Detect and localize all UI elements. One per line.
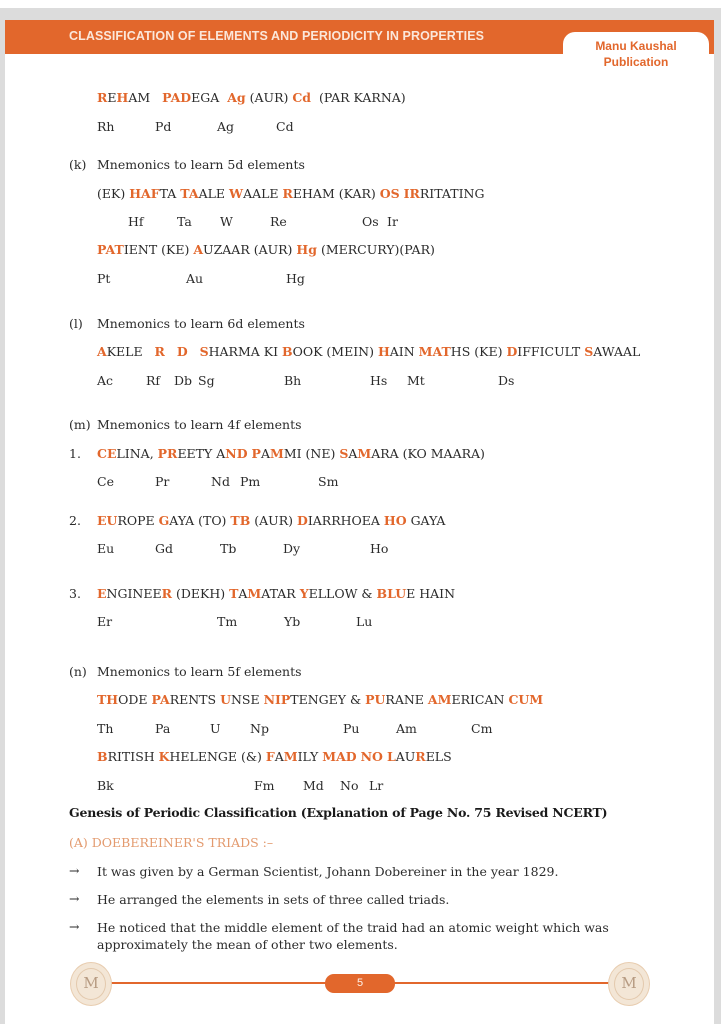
highlighted-letters: D — [176, 344, 188, 359]
highlighted-letters: W — [229, 186, 244, 201]
mnemonic-text — [188, 344, 200, 359]
mnemonic-text: AU — [395, 749, 416, 764]
mnemonic-text: MI (NE) — [283, 446, 340, 461]
mnemonic-text: E — [107, 90, 117, 105]
element-symbol: Dy — [283, 541, 301, 556]
highlighted-letters: F — [265, 749, 275, 764]
element-symbol: Mt — [407, 373, 425, 388]
element-symbol: Lu — [356, 614, 373, 629]
highlighted-letters: CUM — [508, 692, 544, 707]
mnemonic-text: AIN — [389, 344, 419, 359]
mnemonic-text: ROPE — [117, 513, 159, 528]
arrow-icon: → — [69, 891, 80, 906]
publisher-seal-icon — [70, 962, 112, 1006]
mnemonic-text: AM — [128, 90, 163, 105]
highlighted-letters: PAD — [162, 90, 192, 105]
mnemonic-line — [97, 446, 485, 461]
mnemonic-text: EETY A — [177, 446, 226, 461]
section-label: (n) — [69, 664, 87, 679]
element-symbol: Pd — [155, 119, 172, 134]
mnemonic-text: (AUR) — [245, 90, 293, 105]
highlighted-letters: T — [229, 586, 239, 601]
highlighted-letters: S — [199, 344, 209, 359]
highlighted-letters: AM — [427, 692, 452, 707]
section-title: Mnemonics to learn 5f elements — [97, 664, 302, 679]
highlighted-letters: Cd — [292, 90, 312, 105]
section-label: (m) — [69, 417, 91, 432]
element-symbol: Np — [250, 721, 269, 736]
element-symbol: Pr — [155, 474, 170, 489]
section-title: Mnemonics to learn 5d elements — [97, 157, 305, 172]
highlighted-letters: R — [161, 586, 172, 601]
mnemonic-text: AYA (TO) — [169, 513, 231, 528]
highlighted-letters: D — [506, 344, 518, 359]
mnemonic-line — [97, 90, 406, 105]
mnemonic-text: OOK (MEIN) — [292, 344, 378, 359]
section-n-heading — [69, 664, 302, 679]
element-symbol: No — [340, 778, 359, 793]
mnemonic-text: E HAIN — [406, 586, 456, 601]
mnemonic-text: RENTS — [169, 692, 221, 707]
genesis-heading: Genesis of Periodic Classification (Explanation of Page No. 75 Revised NCERT) — [69, 805, 608, 820]
element-symbol: Ds — [498, 373, 515, 388]
mnemonic-text: ERICAN — [451, 692, 509, 707]
section-label: (k) — [69, 157, 87, 172]
element-symbol: Db — [174, 373, 193, 388]
publisher-label: Publication — [603, 55, 669, 69]
mnemonic-text: (PAR KARNA) — [311, 90, 406, 105]
highlighted-letters: ND — [225, 446, 248, 461]
mnemonic-text: IENT (KE) — [123, 242, 194, 257]
arrow-icon: → — [69, 863, 80, 878]
element-symbol: Hg — [286, 271, 305, 286]
mnemonic-text: GAYA — [406, 513, 446, 528]
list-number: 1. — [69, 446, 81, 461]
highlighted-letters: B — [97, 749, 108, 764]
highlighted-letters: MAD — [322, 749, 357, 764]
highlighted-letters: TA — [180, 186, 199, 201]
element-symbol: Tm — [217, 614, 238, 629]
mnemonic-text: AWAAL — [593, 344, 641, 359]
element-symbol: Er — [97, 614, 113, 629]
mnemonic-text: TA — [159, 186, 181, 201]
mnemonic-text: A — [260, 446, 270, 461]
mnemonic-text: KELE — [106, 344, 155, 359]
section-k-heading — [69, 157, 305, 172]
highlighted-letters: R — [415, 749, 426, 764]
mnemonic-text: (DEKH) — [171, 586, 230, 601]
section-label: (l) — [69, 316, 83, 331]
triads-heading: (A) DOEBEREINER'S TRIADS :– — [69, 835, 274, 850]
highlighted-letters: PA — [97, 242, 115, 257]
mnemonic-text: RITISH — [107, 749, 159, 764]
highlighted-letters: S — [339, 446, 349, 461]
highlighted-letters: HA — [129, 186, 151, 201]
highlighted-letters: Hg — [296, 242, 317, 257]
highlighted-letters: TH — [97, 692, 119, 707]
highlighted-letters: BLU — [376, 586, 407, 601]
highlighted-letters: NO — [360, 749, 383, 764]
mnemonic-text: AALE — [243, 186, 283, 201]
list-number: 2. — [69, 513, 81, 528]
mnemonic-text: IFFICULT — [517, 344, 585, 359]
highlighted-letters: MAT — [418, 344, 451, 359]
highlighted-letters: E — [97, 586, 107, 601]
element-symbol: Am — [396, 721, 417, 736]
element-symbol: Fm — [254, 778, 275, 793]
highlighted-letters: R — [154, 344, 165, 359]
mnemonic-text: NSE — [230, 692, 264, 707]
mnemonic-text: ODE — [118, 692, 152, 707]
list-number: 3. — [69, 586, 81, 601]
seal-letter: M — [83, 974, 99, 992]
mnemonic-text: ATAR — [261, 586, 300, 601]
highlighted-letters: U — [220, 692, 231, 707]
mnemonic-text: UZAAR (AUR) — [203, 242, 297, 257]
highlighted-letters: PR — [157, 446, 178, 461]
element-symbol: Cm — [471, 721, 493, 736]
section-title: Mnemonics to learn 4f elements — [97, 417, 302, 432]
mnemonic-text: ELS — [425, 749, 452, 764]
highlighted-letters: G — [158, 513, 170, 528]
element-symbol: Md — [303, 778, 324, 793]
element-symbol: Cd — [276, 119, 294, 134]
mnemonic-text: EGA — [191, 90, 228, 105]
element-symbol: Re — [270, 214, 287, 229]
mnemonic-text: A — [274, 749, 284, 764]
highlighted-letters: D — [296, 513, 308, 528]
section-l-heading — [69, 316, 305, 331]
element-symbol: Gd — [155, 541, 173, 556]
highlighted-letters: A — [193, 242, 204, 257]
chapter-title: CLASSIFICATION OF ELEMENTS AND PERIODICITY IN PROPERTIES — [69, 29, 485, 43]
mnemonic-text: (AUR) — [250, 513, 297, 528]
highlighted-letters: TB — [230, 513, 251, 528]
highlighted-letters: M — [247, 586, 262, 601]
mnemonic-line — [97, 749, 452, 764]
bullet-item — [69, 891, 669, 908]
mnemonic-line — [97, 586, 455, 601]
element-symbol: Pt — [97, 271, 111, 286]
highlighted-letters: CE — [97, 446, 117, 461]
element-symbol: Lr — [369, 778, 384, 793]
highlighted-letters: Ag — [227, 90, 246, 105]
publisher-seal-icon — [608, 962, 650, 1006]
element-symbol: Tb — [220, 541, 237, 556]
highlighted-letters: R — [97, 90, 108, 105]
bullet-text: It was given by a German Scientist, Johann Dobereiner in the year 1829. — [97, 864, 559, 879]
highlighted-letters: PU — [365, 692, 386, 707]
highlighted-letters: OS — [379, 186, 400, 201]
element-symbol: Hf — [128, 214, 144, 229]
element-symbol: Ta — [177, 214, 192, 229]
element-symbol: Ho — [370, 541, 389, 556]
highlighted-letters: PA — [151, 692, 170, 707]
mnemonic-text: NGINEE — [106, 586, 162, 601]
mnemonic-text: A — [238, 586, 248, 601]
mnemonic-line — [97, 242, 435, 257]
highlighted-letters: L — [386, 749, 396, 764]
highlighted-letters: F — [150, 186, 160, 201]
section-title: Mnemonics to learn 6d elements — [97, 316, 305, 331]
element-symbol: Yb — [284, 614, 301, 629]
element-symbol: Hs — [370, 373, 388, 388]
highlighted-letters: Y — [299, 586, 309, 601]
bullet-item — [69, 919, 669, 953]
element-symbol: Nd — [211, 474, 230, 489]
element-symbol: Ir — [387, 214, 398, 229]
section-m-heading — [69, 417, 302, 432]
viewer-top-strip — [0, 0, 721, 8]
element-symbol: Bk — [97, 778, 114, 793]
highlighted-letters: HO — [383, 513, 407, 528]
element-symbol: Au — [186, 271, 204, 286]
element-symbol: Sg — [198, 373, 215, 388]
highlighted-letters: H — [377, 344, 390, 359]
element-symbol: W — [220, 214, 233, 229]
mnemonic-text: TENGEY & — [290, 692, 366, 707]
element-symbol: Pa — [155, 721, 171, 736]
mnemonic-line — [97, 513, 445, 528]
highlighted-letters: EU — [97, 513, 118, 528]
mnemonic-text: ILY — [297, 749, 323, 764]
highlighted-letters: K — [158, 749, 170, 764]
highlighted-letters: R — [282, 186, 293, 201]
mnemonic-text: (MERCURY)(PAR) — [316, 242, 435, 257]
mnemonic-text: IARRHOEA — [307, 513, 384, 528]
highlighted-letters: P — [251, 446, 261, 461]
element-symbol: Ac — [97, 373, 114, 388]
mnemonic-line — [97, 186, 484, 201]
highlighted-letters: T — [114, 242, 124, 257]
mnemonic-text — [165, 344, 177, 359]
highlighted-letters: S — [584, 344, 594, 359]
highlighted-letters: A — [97, 344, 107, 359]
element-symbol: Pm — [240, 474, 261, 489]
highlighted-letters: B — [282, 344, 293, 359]
mnemonic-text: ARA (KO MAARA) — [371, 446, 485, 461]
highlighted-letters: IR — [403, 186, 420, 201]
highlighted-letters: M — [269, 446, 284, 461]
bullet-text: He arranged the elements in sets of three called triads. — [97, 892, 450, 907]
mnemonic-line — [97, 692, 543, 707]
mnemonic-text: RITATING — [419, 186, 485, 201]
page-number: 5 — [325, 974, 395, 993]
element-symbol: Ag — [217, 119, 235, 134]
element-symbol: U — [210, 721, 221, 736]
element-symbol: Sm — [318, 474, 339, 489]
element-symbol: Eu — [97, 541, 115, 556]
element-symbol: Os — [362, 214, 379, 229]
mnemonic-text: HELENGE (&) — [169, 749, 266, 764]
publisher-name: Manu Kaushal — [595, 39, 677, 53]
mnemonic-text: LINA, — [116, 446, 158, 461]
mnemonic-text: ALE — [198, 186, 230, 201]
bullet-item — [69, 863, 669, 880]
mnemonic-text: A — [348, 446, 358, 461]
bullet-text: He noticed that the middle element of the traid had an atomic weight which was approximately the mean of other two elements. — [97, 920, 609, 952]
mnemonic-text: (EK) — [97, 186, 130, 201]
highlighted-letters: M — [283, 749, 298, 764]
mnemonic-text: RANE — [385, 692, 428, 707]
mnemonic-text: EHAM (KAR) — [292, 186, 380, 201]
mnemonic-line — [97, 344, 640, 359]
mnemonic-text: HS (KE) — [450, 344, 507, 359]
mnemonic-text: HARMA KI — [208, 344, 283, 359]
highlighted-letters: M — [357, 446, 372, 461]
element-symbol: Rh — [97, 119, 115, 134]
element-symbol: Pu — [343, 721, 360, 736]
publisher-tab — [563, 32, 709, 80]
element-symbol: Rf — [146, 373, 161, 388]
mnemonic-text: ELLOW & — [308, 586, 377, 601]
element-symbol: Bh — [284, 373, 302, 388]
highlighted-letters: NIP — [263, 692, 291, 707]
document-page — [5, 20, 714, 1024]
arrow-icon: → — [69, 919, 80, 934]
element-symbol: Ce — [97, 474, 114, 489]
element-symbol: Th — [97, 721, 114, 736]
seal-letter: M — [621, 974, 637, 992]
highlighted-letters: H — [116, 90, 129, 105]
